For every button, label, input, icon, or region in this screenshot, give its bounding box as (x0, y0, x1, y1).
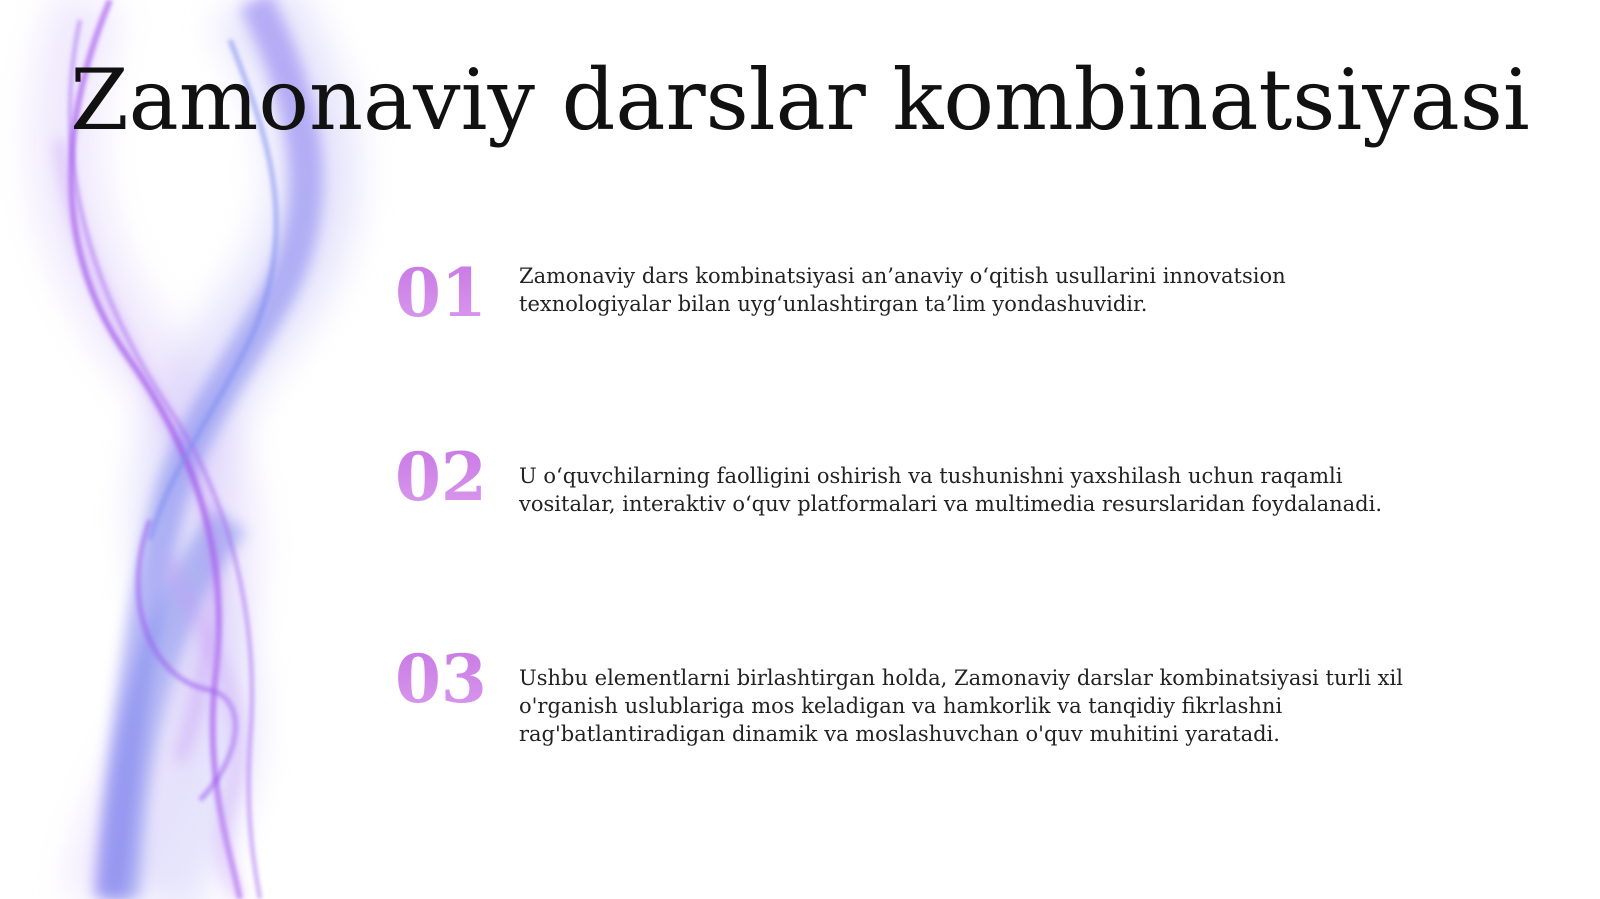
item-description (519, 262, 1459, 318)
item-description-line: U o‘quvchilarning faolligini oshirish va tushunishni yaxshilash uchun raqamli (519, 464, 1343, 488)
item-description-line: texnologiyalar bilan uyg‘unlashtirgan ta’lim yondashuvidir. (519, 292, 1148, 316)
item-description-line: Zamonaviy dars kombinatsiyasi an’anaviy o‘qitish usullarini innovatsion (519, 264, 1286, 288)
item-description (519, 664, 1459, 748)
item-description-line: o'rganish uslublariga mos keladigan va hamkorlik va tanqidiy fikrlashni (519, 694, 1283, 718)
item-description-line: vositalar, interaktiv o‘quv platformalari va multimedia resurslaridan foydalanadi. (519, 492, 1383, 516)
slide-title: Zamonaviy darslar kombinatsiyasi (70, 51, 1530, 149)
item-description-line: rag'batlantiradigan dinamik va moslashuvchan o'quv muhitini yaratadi. (519, 722, 1280, 746)
item-number: 03 (395, 644, 505, 714)
item-number: 01 (395, 258, 505, 328)
item-description-line: Ushbu elementlarni birlashtirgan holda, Zamonaviy darslar kombinatsiyasi turli xil (519, 666, 1403, 690)
item-number: 02 (395, 442, 505, 512)
item-description (519, 462, 1459, 518)
